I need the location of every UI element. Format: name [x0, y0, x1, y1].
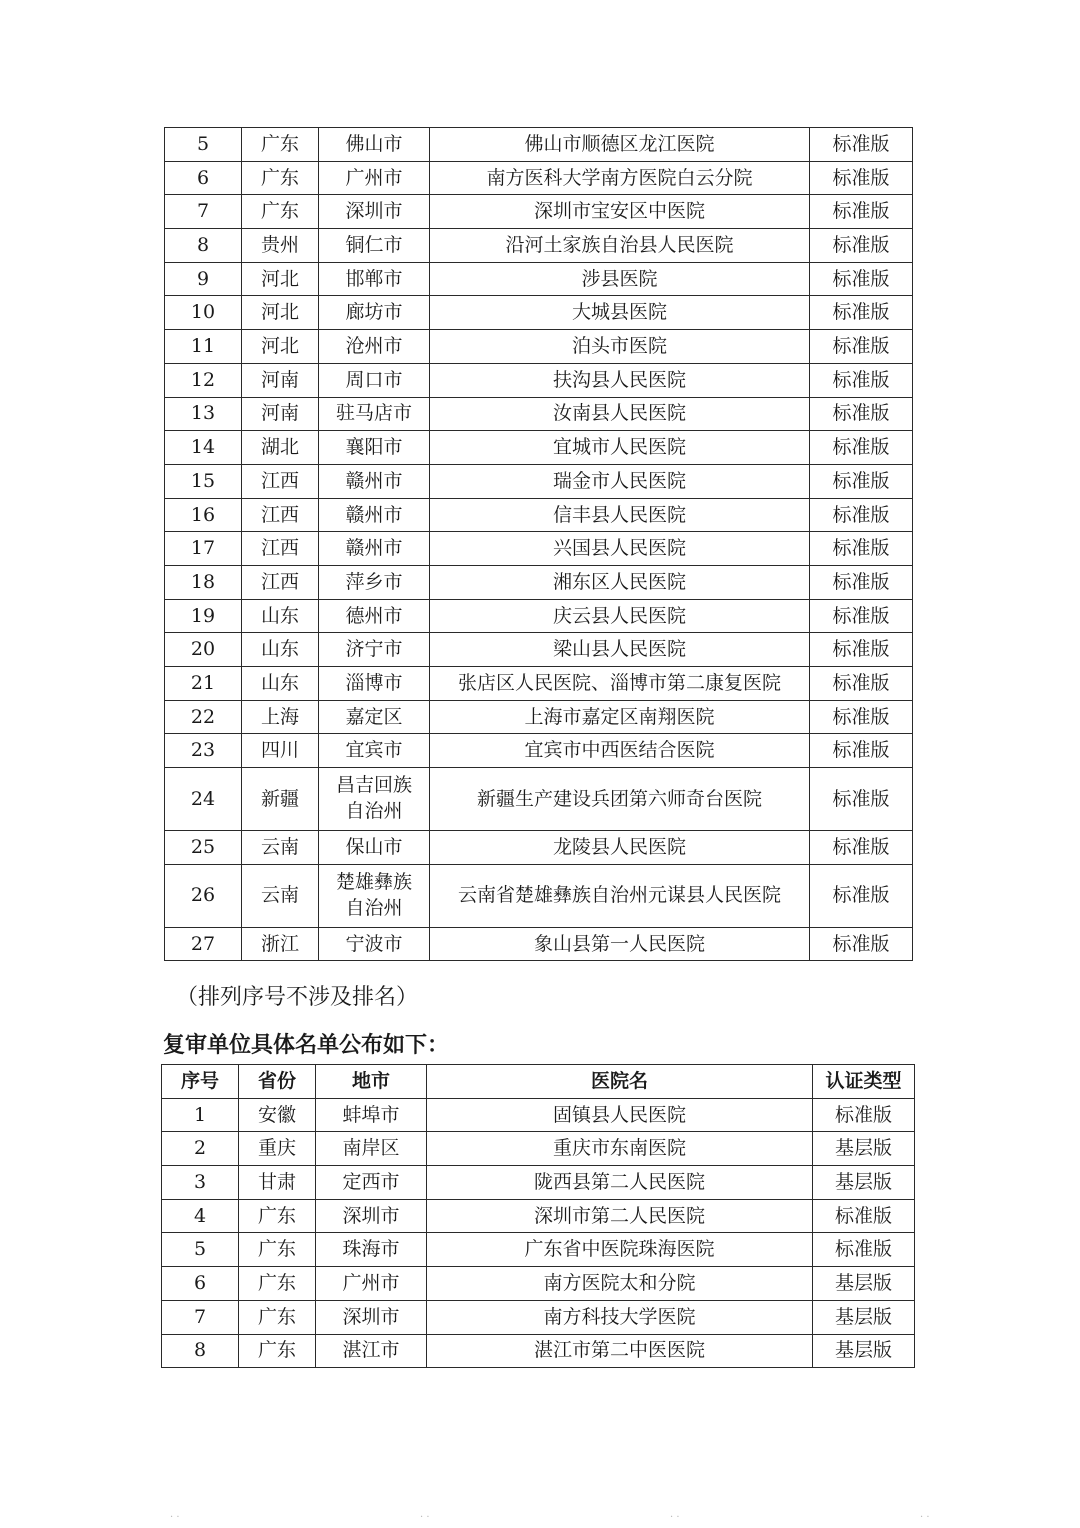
- cell-hospital: 广东省中医院珠海医院: [427, 1233, 813, 1267]
- cell-no: 13: [165, 397, 242, 431]
- cell-province: 广东: [239, 1233, 316, 1267]
- cell-hospital: 佛山市顺德区龙江医院: [430, 128, 810, 162]
- table-row: [162, 1199, 915, 1233]
- cell-province: 河南: [242, 397, 319, 431]
- cell-city: 赣州市: [319, 464, 430, 498]
- cell-no: 25: [165, 831, 242, 865]
- cell-no: 3: [162, 1166, 239, 1200]
- table-row: [165, 363, 913, 397]
- cell-type: 标准版: [810, 734, 913, 768]
- cell-province: 江西: [242, 498, 319, 532]
- cell-no: 6: [165, 161, 242, 195]
- cell-no: 14: [165, 431, 242, 465]
- cell-city: 珠海市: [316, 1233, 427, 1267]
- scan-mark: · ·: [670, 1512, 680, 1523]
- cell-city: 德州市: [319, 599, 430, 633]
- cell-hospital: 泊头市医院: [430, 330, 810, 364]
- cell-province: 山东: [242, 599, 319, 633]
- table-row: [165, 927, 913, 961]
- cell-city: 嘉定区: [319, 700, 430, 734]
- cell-no: 23: [165, 734, 242, 768]
- cell-province: 广东: [239, 1199, 316, 1233]
- cell-province: 甘肃: [239, 1166, 316, 1200]
- cell-province: 山东: [242, 667, 319, 701]
- cell-hospital: 宜城市人民医院: [430, 431, 810, 465]
- cell-city: 铜仁市: [319, 229, 430, 263]
- table-row: [162, 1233, 915, 1267]
- cell-city: 昌吉回族 自治州: [319, 768, 430, 831]
- cell-hospital: 南方医院太和分院: [427, 1267, 813, 1301]
- cell-type: 标准版: [810, 330, 913, 364]
- cell-no: 16: [165, 498, 242, 532]
- cell-hospital: 张店区人民医院、淄博市第二康复医院: [430, 667, 810, 701]
- table-row: [165, 700, 913, 734]
- cell-type: 标准版: [810, 128, 913, 162]
- cell-no: 22: [165, 700, 242, 734]
- cell-city: 定西市: [316, 1166, 427, 1200]
- cell-city: 萍乡市: [319, 565, 430, 599]
- cell-type: 标准版: [810, 229, 913, 263]
- cell-no: 15: [165, 464, 242, 498]
- cell-type: 标准版: [810, 363, 913, 397]
- cell-no: 10: [165, 296, 242, 330]
- cell-city: 济宁市: [319, 633, 430, 667]
- cell-type: 标准版: [810, 161, 913, 195]
- cell-type: 标准版: [810, 927, 913, 961]
- cell-province: 上海: [242, 700, 319, 734]
- cell-province: 广东: [239, 1267, 316, 1301]
- cell-province: 广东: [239, 1334, 316, 1368]
- review-list-title: 复审单位具体名单公布如下：: [163, 1032, 450, 1058]
- table-row: [165, 195, 913, 229]
- cell-city: 广州市: [319, 161, 430, 195]
- cell-city: 襄阳市: [319, 431, 430, 465]
- table-row: [162, 1300, 915, 1334]
- cell-province: 新疆: [242, 768, 319, 831]
- cell-province: 江西: [242, 532, 319, 566]
- cell-no: 4: [162, 1199, 239, 1233]
- cell-city: 楚雄彝族 自治州: [319, 864, 430, 927]
- table-row: [165, 330, 913, 364]
- table-row: [165, 864, 913, 927]
- cell-no: 9: [165, 262, 242, 296]
- cell-no: 19: [165, 599, 242, 633]
- cell-province: 江西: [242, 565, 319, 599]
- cell-hospital: 深圳市宝安区中医院: [430, 195, 810, 229]
- cell-hospital: 深圳市第二人民医院: [427, 1199, 813, 1233]
- cell-type: 标准版: [810, 565, 913, 599]
- cell-city: 邯郸市: [319, 262, 430, 296]
- cell-no: 2: [162, 1132, 239, 1166]
- cell-hospital: 龙陵县人民医院: [430, 831, 810, 865]
- cell-type: 标准版: [810, 464, 913, 498]
- table-row: [165, 667, 913, 701]
- table-row: [165, 262, 913, 296]
- cell-no: 5: [165, 128, 242, 162]
- cell-no: 11: [165, 330, 242, 364]
- cell-type: 标准版: [813, 1233, 915, 1267]
- cell-city: 淄博市: [319, 667, 430, 701]
- cell-city: 宁波市: [319, 927, 430, 961]
- cell-no: 20: [165, 633, 242, 667]
- table-row: [162, 1132, 915, 1166]
- cell-hospital: 沿河土家族自治县人民医院: [430, 229, 810, 263]
- cell-province: 河北: [242, 330, 319, 364]
- cell-city: 佛山市: [319, 128, 430, 162]
- table-row: [162, 1267, 915, 1301]
- cell-type: 基层版: [813, 1334, 915, 1368]
- cell-province: 云南: [242, 831, 319, 865]
- table-row: [165, 296, 913, 330]
- cell-no: 7: [165, 195, 242, 229]
- cell-city: 广州市: [316, 1267, 427, 1301]
- cell-hospital: 庆云县人民医院: [430, 599, 810, 633]
- cell-type: 标准版: [810, 768, 913, 831]
- cell-type: 基层版: [813, 1166, 915, 1200]
- cell-hospital: 湛江市第二中医医院: [427, 1334, 813, 1368]
- table-row: [165, 464, 913, 498]
- cell-province: 云南: [242, 864, 319, 927]
- cell-hospital: 重庆市东南医院: [427, 1132, 813, 1166]
- cell-type: 基层版: [813, 1132, 915, 1166]
- table-row: [162, 1166, 915, 1200]
- table-header-row: [162, 1065, 915, 1099]
- cell-province: 广东: [242, 128, 319, 162]
- cell-hospital: 南方医科大学南方医院白云分院: [430, 161, 810, 195]
- header-hospital: 医院名: [427, 1065, 813, 1099]
- cell-hospital: 上海市嘉定区南翔医院: [430, 700, 810, 734]
- cell-no: 8: [162, 1334, 239, 1368]
- cell-hospital: 固镇县人民医院: [427, 1098, 813, 1132]
- cell-province: 湖北: [242, 431, 319, 465]
- cell-city: 深圳市: [316, 1199, 427, 1233]
- cell-no: 8: [165, 229, 242, 263]
- header-type: 认证类型: [813, 1065, 915, 1099]
- cell-hospital: 象山县第一人民医院: [430, 927, 810, 961]
- cell-city: 深圳市: [316, 1300, 427, 1334]
- cell-hospital: 瑞金市人民医院: [430, 464, 810, 498]
- cell-province: 江西: [242, 464, 319, 498]
- cell-type: 标准版: [810, 397, 913, 431]
- cell-hospital: 梁山县人民医院: [430, 633, 810, 667]
- table-row: [165, 431, 913, 465]
- cell-type: 标准版: [810, 864, 913, 927]
- table-row: [165, 831, 913, 865]
- cell-province: 重庆: [239, 1132, 316, 1166]
- scan-mark: · ·: [920, 1512, 930, 1523]
- cell-province: 安徽: [239, 1098, 316, 1132]
- cell-city: 南岸区: [316, 1132, 427, 1166]
- cell-no: 18: [165, 565, 242, 599]
- cell-no: 1: [162, 1098, 239, 1132]
- cell-province: 河北: [242, 262, 319, 296]
- cell-city: 驻马店市: [319, 397, 430, 431]
- cell-hospital: 陇西县第二人民医院: [427, 1166, 813, 1200]
- scan-mark: · ·: [420, 1512, 430, 1523]
- cell-type: 标准版: [810, 700, 913, 734]
- cell-type: 基层版: [813, 1267, 915, 1301]
- cell-type: 基层版: [813, 1300, 915, 1334]
- cell-city: 宜宾市: [319, 734, 430, 768]
- cell-province: 广东: [239, 1300, 316, 1334]
- cell-type: 标准版: [810, 831, 913, 865]
- table-row: [162, 1098, 915, 1132]
- cell-city: 深圳市: [319, 195, 430, 229]
- cell-province: 广东: [242, 161, 319, 195]
- cell-province: 四川: [242, 734, 319, 768]
- cell-hospital: 兴国县人民医院: [430, 532, 810, 566]
- cell-province: 山东: [242, 633, 319, 667]
- cell-type: 标准版: [813, 1199, 915, 1233]
- table-row: [165, 161, 913, 195]
- cell-province: 河南: [242, 363, 319, 397]
- cell-no: 26: [165, 864, 242, 927]
- cell-type: 标准版: [810, 296, 913, 330]
- table-row: [165, 565, 913, 599]
- cell-province: 浙江: [242, 927, 319, 961]
- cell-no: 6: [162, 1267, 239, 1301]
- cell-city: 湛江市: [316, 1334, 427, 1368]
- cell-hospital: 信丰县人民医院: [430, 498, 810, 532]
- cell-no: 27: [165, 927, 242, 961]
- cell-no: 24: [165, 768, 242, 831]
- cell-hospital: 湘东区人民医院: [430, 565, 810, 599]
- cell-province: 广东: [242, 195, 319, 229]
- cell-city: 廊坊市: [319, 296, 430, 330]
- table-row: [165, 633, 913, 667]
- review-hospitals-table: [161, 1064, 915, 1368]
- cell-no: 17: [165, 532, 242, 566]
- table-row: [165, 599, 913, 633]
- cell-city: 蚌埠市: [316, 1098, 427, 1132]
- cell-city: 保山市: [319, 831, 430, 865]
- cell-province: 河北: [242, 296, 319, 330]
- cell-city: 赣州市: [319, 532, 430, 566]
- cell-hospital: 大城县医院: [430, 296, 810, 330]
- cell-type: 标准版: [813, 1098, 915, 1132]
- cell-type: 标准版: [810, 262, 913, 296]
- cell-type: 标准版: [810, 195, 913, 229]
- table-row: [162, 1334, 915, 1368]
- cell-type: 标准版: [810, 431, 913, 465]
- cell-type: 标准版: [810, 667, 913, 701]
- header-city: 地市: [316, 1065, 427, 1099]
- cell-hospital: 云南省楚雄彝族自治州元谋县人民医院: [430, 864, 810, 927]
- table-row: [165, 128, 913, 162]
- cell-type: 标准版: [810, 599, 913, 633]
- cell-type: 标准版: [810, 498, 913, 532]
- table-row: [165, 532, 913, 566]
- cell-hospital: 新疆生产建设兵团第六师奇台医院: [430, 768, 810, 831]
- table-row: [165, 397, 913, 431]
- cell-city: 周口市: [319, 363, 430, 397]
- cell-province: 贵州: [242, 229, 319, 263]
- cell-hospital: 汝南县人民医院: [430, 397, 810, 431]
- ranking-note: （排列序号不涉及排名）: [176, 985, 419, 1010]
- cell-no: 12: [165, 363, 242, 397]
- cell-city: 沧州市: [319, 330, 430, 364]
- cell-no: 5: [162, 1233, 239, 1267]
- cell-no: 21: [165, 667, 242, 701]
- cell-type: 标准版: [810, 633, 913, 667]
- cell-no: 7: [162, 1300, 239, 1334]
- cell-hospital: 宜宾市中西医结合医院: [430, 734, 810, 768]
- header-province: 省份: [239, 1065, 316, 1099]
- cell-hospital: 涉县医院: [430, 262, 810, 296]
- cell-city: 赣州市: [319, 498, 430, 532]
- table-row: [165, 768, 913, 831]
- cell-type: 标准版: [810, 532, 913, 566]
- table-row: [165, 498, 913, 532]
- scan-mark: · ·: [170, 1512, 180, 1523]
- cell-hospital: 南方科技大学医院: [427, 1300, 813, 1334]
- header-no: 序号: [162, 1065, 239, 1099]
- table-row: [165, 734, 913, 768]
- table-row: [165, 229, 913, 263]
- cell-hospital: 扶沟县人民医院: [430, 363, 810, 397]
- accredited-hospitals-table: [164, 127, 913, 961]
